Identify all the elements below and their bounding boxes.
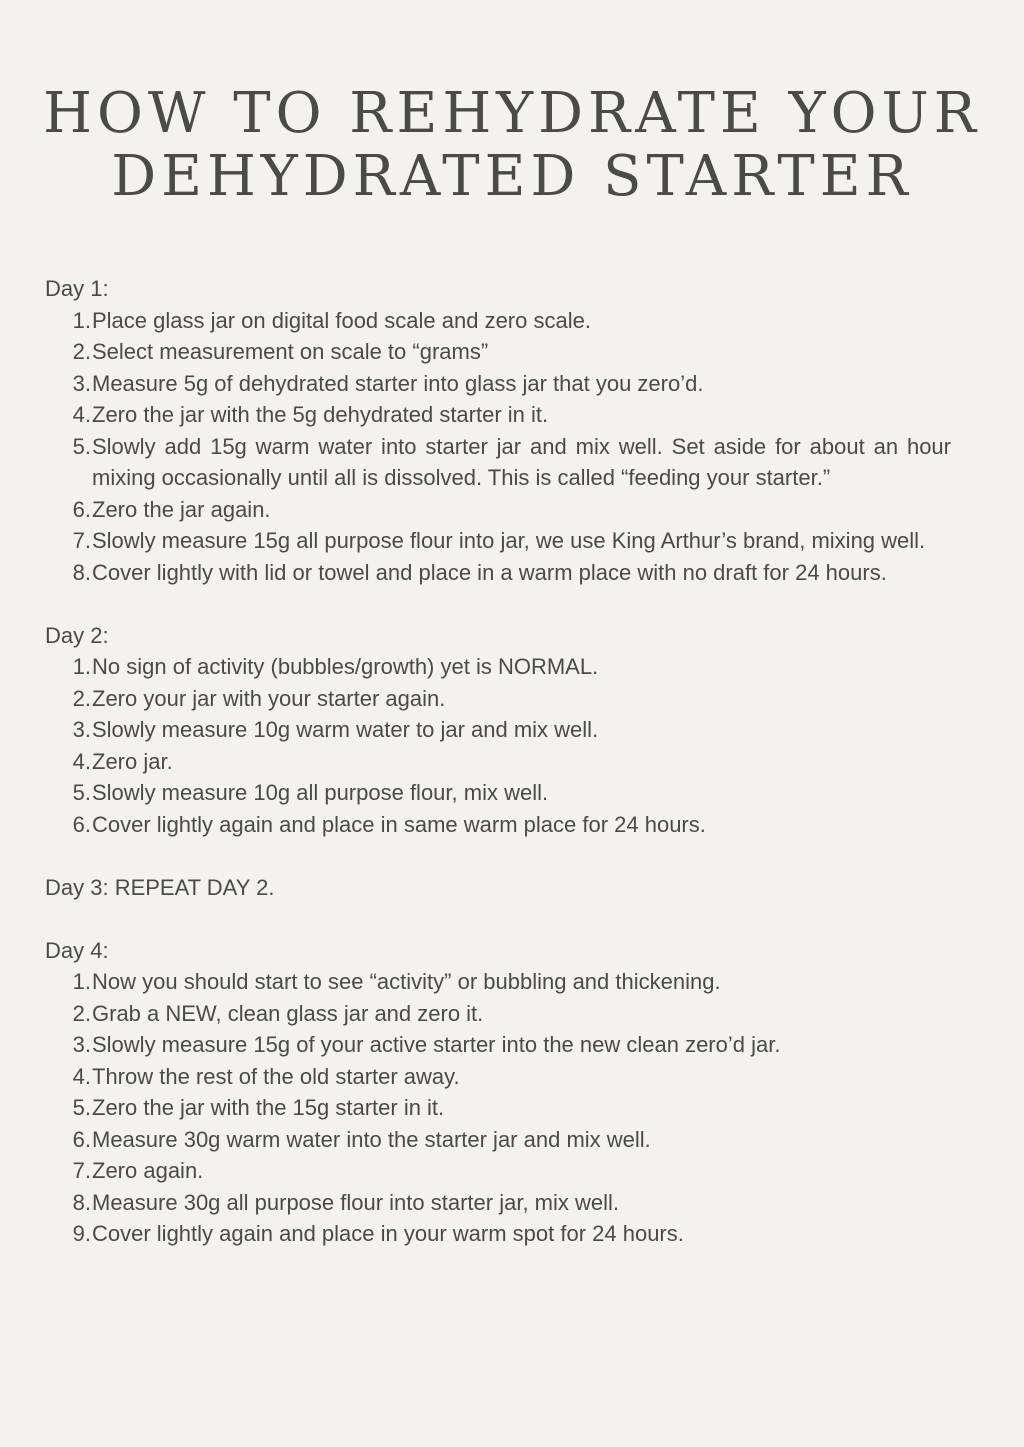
step-text: Cover lightly again and place in your warm spot for 24 hours. [92, 1221, 684, 1246]
step-number: 7. [72, 1158, 91, 1183]
step-list [45, 305, 951, 589]
step-text: No sign of activity (bubbles/growth) yet is NORMAL. [92, 654, 599, 679]
step-item [45, 714, 951, 746]
day-section [45, 273, 951, 588]
step-item [45, 1155, 951, 1187]
step-item [45, 525, 951, 557]
step-text: Slowly measure 10g all purpose flour, mix well. [92, 780, 549, 805]
step-number: 1. [72, 969, 91, 994]
step-item [45, 1029, 951, 1061]
step-number: 9. [72, 1221, 91, 1246]
day-heading: Day 4: [45, 937, 109, 963]
step-item [45, 494, 951, 526]
step-text: Zero the jar with the 15g starter in it. [92, 1095, 445, 1120]
title-line-2: DEHYDRATED STARTER [111, 144, 913, 209]
step-text: Slowly measure 15g of your active starter into the new clean zero’d jar. [92, 1032, 781, 1057]
step-list [45, 651, 951, 840]
step-item [45, 305, 951, 337]
step-item [45, 1124, 951, 1156]
step-text: Grab a NEW, clean glass jar and zero it. [92, 1000, 484, 1026]
step-text: Measure 30g all purpose flour into starter jar, mix well. [92, 1189, 620, 1215]
step-item [45, 399, 951, 431]
step-item [45, 557, 951, 589]
step-text: Throw the rest of the old starter away. [92, 1063, 460, 1089]
day-section [45, 620, 951, 841]
step-number: 2. [72, 1000, 91, 1026]
step-text: Zero again. [92, 1158, 204, 1183]
step-number: 5. [72, 780, 91, 805]
step-item [45, 1092, 951, 1124]
step-number: 1. [72, 307, 91, 333]
step-item [45, 809, 951, 841]
step-number: 6. [72, 1126, 91, 1152]
step-number: 2. [72, 685, 91, 711]
step-text: Cover lightly again and place in same warm place for 24 hours. [92, 811, 706, 837]
step-text: Slowly measure 15g all purpose flour into jar, we use King Arthur’s brand, mixing well. [92, 528, 926, 553]
instructions-body [45, 273, 951, 1281]
step-number: 5. [72, 433, 91, 459]
step-text: Now you should start to see “activity” or bubbling and thickening. [92, 969, 721, 994]
step-text: Place glass jar on digital food scale and zero scale. [92, 307, 591, 333]
step-text: Slowly measure 10g warm water to jar and mix well. [92, 717, 599, 742]
step-item [45, 431, 951, 494]
step-item [45, 368, 951, 400]
step-list [45, 966, 951, 1250]
step-item [45, 1218, 951, 1250]
step-text: Select measurement on scale to “grams” [92, 339, 489, 364]
step-item [45, 651, 951, 683]
step-item [45, 998, 951, 1030]
step-number: 2. [72, 339, 91, 364]
day-heading: Day 2: [45, 622, 109, 648]
step-text: Cover lightly with lid or towel and place in a warm place with no draft for 24 hours. [92, 559, 887, 585]
step-item [45, 683, 951, 715]
step-number: 4. [72, 1063, 91, 1089]
step-number: 1. [72, 654, 91, 679]
step-number: 4. [72, 402, 91, 427]
step-number: 7. [72, 528, 91, 553]
title-line-1: HOW TO REHYDRATE YOUR [43, 81, 981, 146]
step-item [45, 746, 951, 778]
step-number: 6. [72, 811, 91, 837]
step-text: Zero jar. [92, 748, 173, 774]
step-text: Measure 30g warm water into the starter jar and mix well. [92, 1126, 651, 1152]
step-number: 8. [72, 559, 91, 585]
step-number: 3. [72, 370, 91, 396]
step-text: Zero the jar again. [92, 496, 271, 522]
step-number: 8. [72, 1189, 91, 1215]
page-title [0, 82, 1024, 208]
step-text: Zero the jar with the 5g dehydrated starter in it. [92, 402, 549, 427]
day-section [45, 935, 951, 1250]
step-number: 3. [72, 1032, 91, 1057]
step-item [45, 1061, 951, 1093]
day-section [45, 872, 951, 904]
day-heading: Day 3: REPEAT DAY 2. [45, 874, 275, 900]
step-number: 5. [72, 1095, 91, 1120]
step-text: Slowly add 15g warm water into starter jar and mix well. Set aside for about an hour mixing occasionally until all is dissolved. This is called “feeding your starter.” [92, 433, 951, 490]
day-heading: Day 1: [45, 276, 109, 301]
step-item [45, 336, 951, 368]
step-item [45, 777, 951, 809]
step-text: Zero your jar with your starter again. [92, 685, 446, 711]
step-number: 6. [72, 496, 91, 522]
step-number: 4. [72, 748, 91, 774]
step-item [45, 1187, 951, 1219]
step-number: 3. [72, 717, 91, 742]
step-text: Measure 5g of dehydrated starter into glass jar that you zero’d. [92, 370, 704, 396]
step-item [45, 966, 951, 998]
